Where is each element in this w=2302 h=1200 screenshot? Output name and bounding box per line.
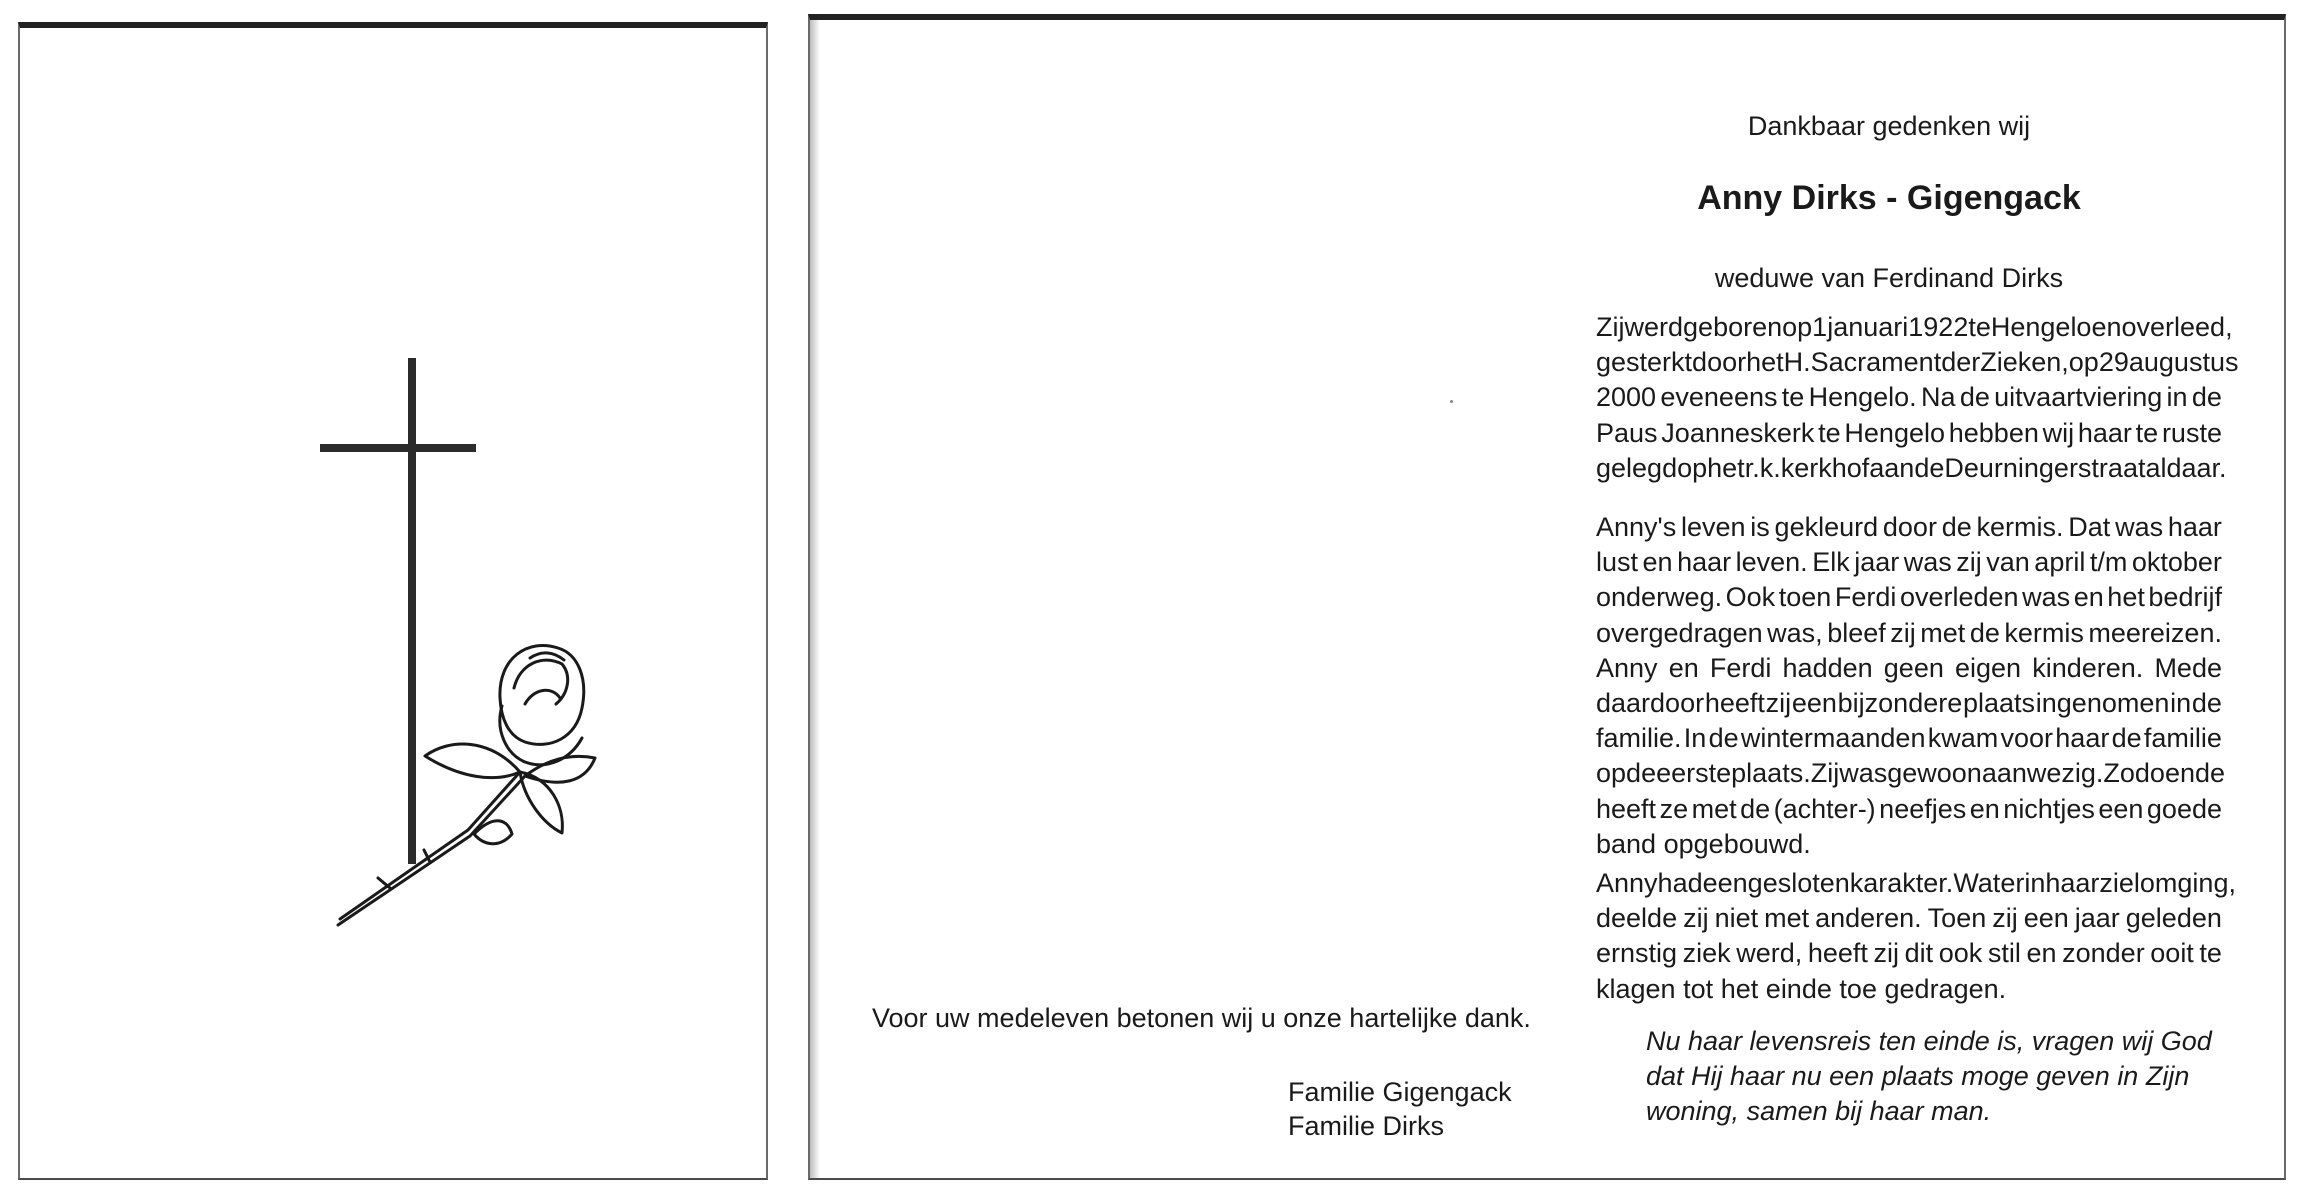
- print-speck: [1450, 400, 1453, 403]
- text-line: op de eerste plaats. Zij was gewoon aanwezig. Zodoende: [1596, 758, 2226, 789]
- text-line: Anny had een gesloten karakter. Wat er in haar ziel omging,: [1596, 868, 2236, 898]
- widow-line: weduwe van Ferdinand Dirks: [1714, 263, 2064, 293]
- biography-paragraph-1: [1596, 310, 2239, 486]
- cross-icon: [320, 358, 476, 864]
- text-line: band opgebouwd.: [1596, 828, 1811, 859]
- thanks-line: Voor uw medeleven betonen wij u onze hartelijke dank.: [872, 1003, 1531, 1033]
- text-line: overgedragen was, bleef zij met de kermis meereizen.: [1596, 617, 2222, 648]
- text-line: Paus Joanneskerk te Hengelo hebben wij haar te ruste: [1596, 417, 2222, 448]
- text-line: Anny's leven is gekleurd door de kermis. Dat was haar: [1596, 512, 2222, 542]
- text-line: onderweg. Ook toen Ferdi overleden was en het bedrijf: [1596, 582, 2222, 613]
- text-line: heeft ze met de (achter-) neefjes en nichtjes een goede: [1596, 793, 2222, 824]
- cross-and-rose-illustration: [320, 358, 640, 978]
- family-signature-2: Familie Dirks: [1288, 1111, 1445, 1141]
- text-line: gelegd op het r.k. kerkhof aan de Deurningerstraat aldaar.: [1596, 452, 2227, 483]
- text-line: ernstig ziek werd, heeft zij dit ook stil en zonder ooit te: [1596, 938, 2222, 969]
- text-line: klagen tot het einde toe gedragen.: [1596, 973, 2007, 1004]
- text-line: familie. In de wintermaanden kwam voor haar de familie: [1596, 723, 2222, 754]
- prayer-line: woning, samen bij haar man.: [1646, 1096, 1992, 1127]
- rose-icon: [338, 645, 595, 925]
- text-line: gesterkt door het H. Sacrament der Zieken, op 29 augustus: [1596, 347, 2239, 378]
- prayer-line: dat Hij haar nu een plaats moge geven in Zijn: [1646, 1061, 2190, 1092]
- front-card: [18, 22, 768, 1180]
- closing-prayer: [1646, 1024, 2212, 1130]
- text-line: 2000 eveneens te Hengelo. Na de uitvaartviering in de: [1596, 382, 2222, 413]
- inside-card: [808, 14, 2286, 1180]
- prayer-line: Nu haar levensreis ten einde is, vragen wij God: [1646, 1026, 2212, 1056]
- biography-paragraph-2: [1596, 510, 2226, 862]
- text-line: lust en haar leven. Elk jaar was zij van april t/m oktober: [1596, 547, 2222, 578]
- text-line: deelde zij niet met anderen. Toen zij een jaar geleden: [1596, 903, 2222, 934]
- text-line: Anny en Ferdi hadden geen eigen kinderen. Mede: [1596, 652, 2222, 683]
- card-fold-shadow: [810, 20, 820, 1178]
- text-line: daardoor heeft zij een bijzondere plaats ingenomen in de: [1596, 687, 2222, 718]
- text-line: Zij werd geboren op 1 januari 1922 te Hengelo en overleed,: [1596, 312, 2233, 342]
- family-signature-1: Familie Gigengack: [1288, 1077, 1512, 1107]
- biography-paragraph-3: [1596, 866, 2236, 1007]
- deceased-name: Anny Dirks - Gigengack: [1697, 179, 2081, 217]
- intro-line: Dankbaar gedenken wij: [1747, 111, 2031, 141]
